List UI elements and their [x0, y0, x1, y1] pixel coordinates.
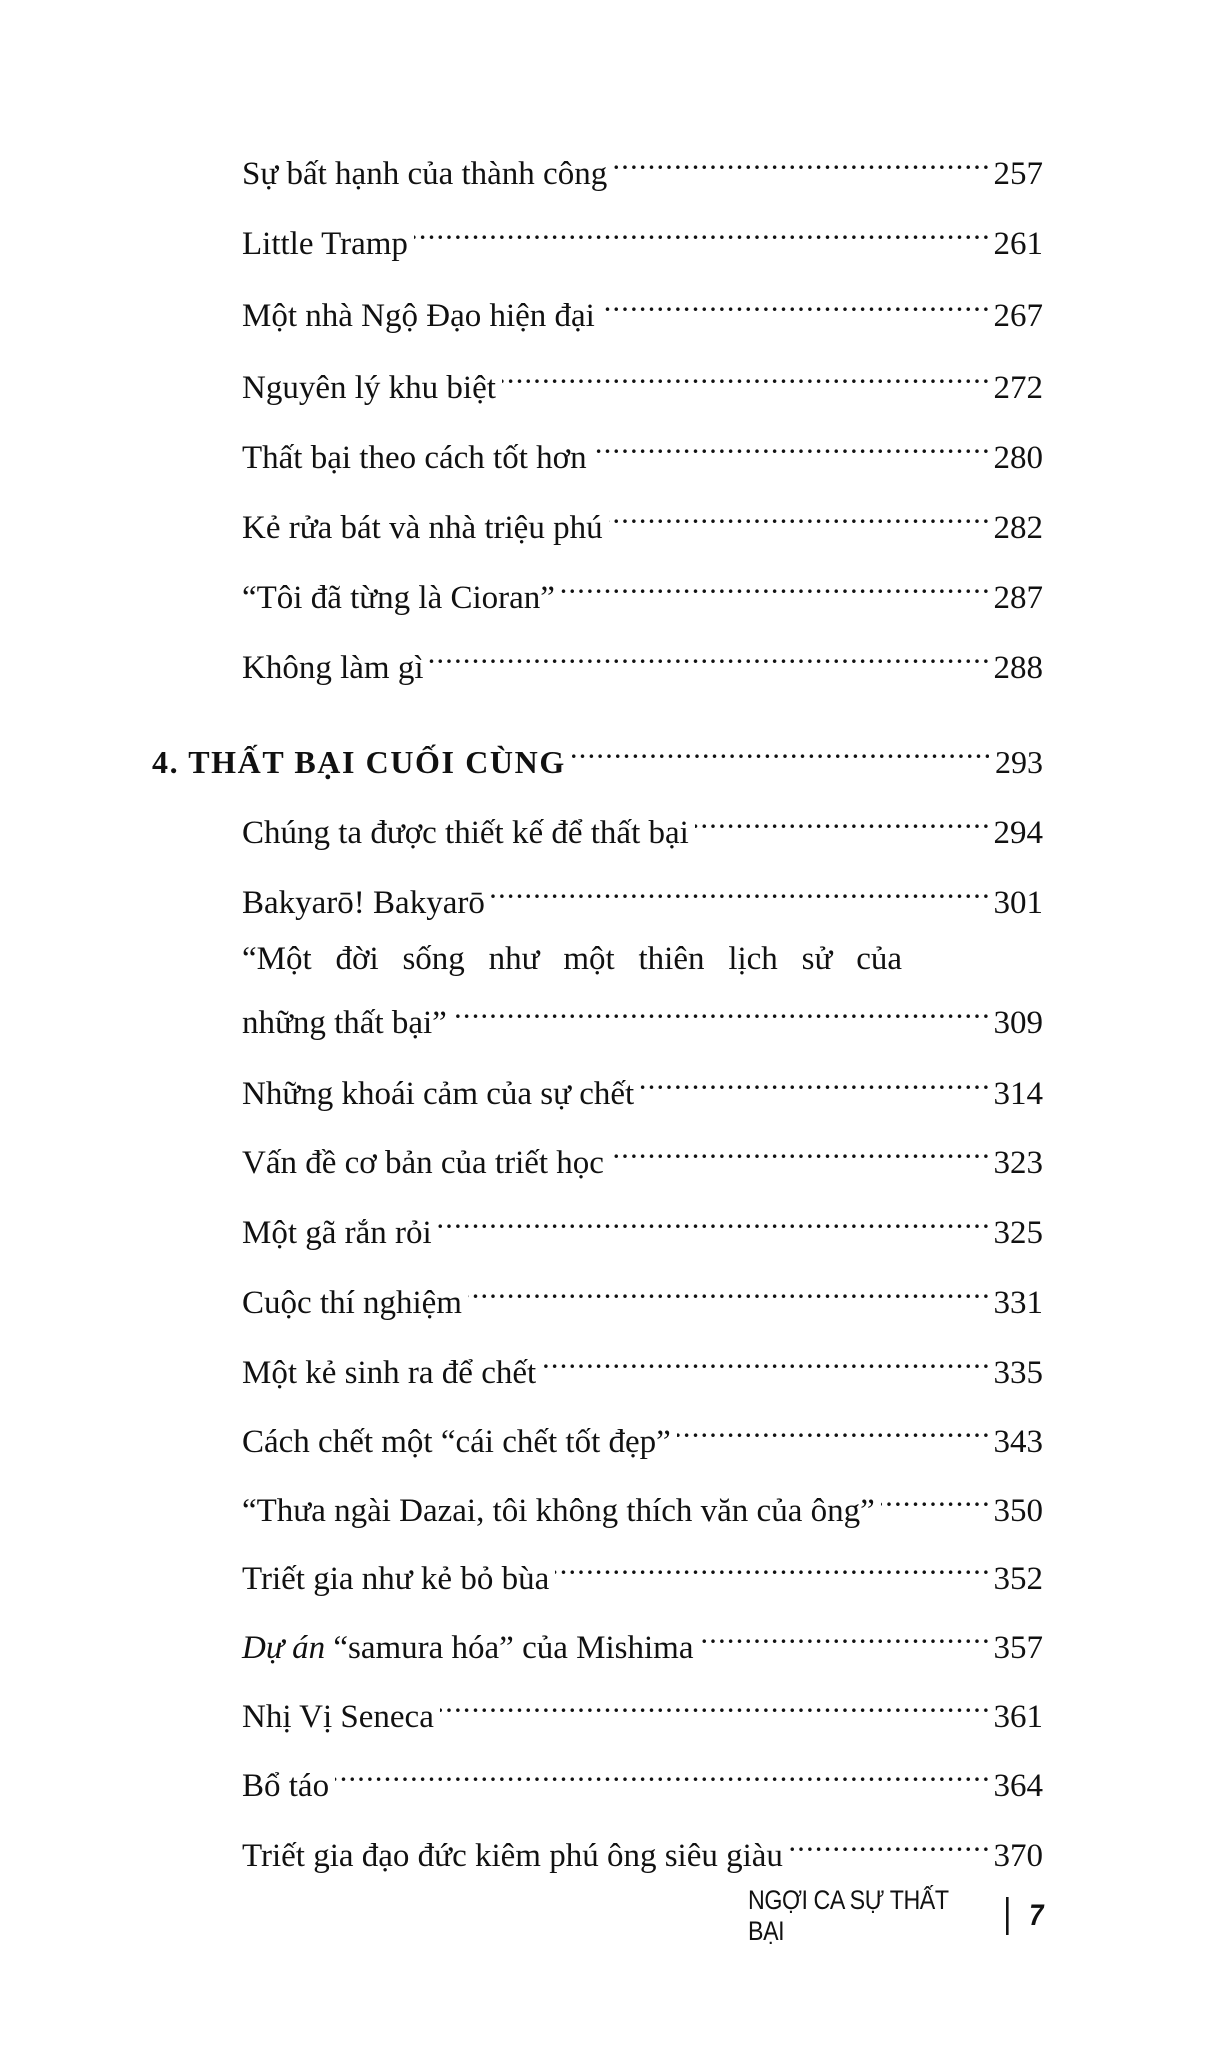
toc-entry-title: Một gã rắn rỏi: [242, 1215, 432, 1251]
toc-entry-title: Không làm gì: [242, 650, 424, 686]
dot-leader: [572, 729, 989, 773]
dot-leader: [881, 1477, 988, 1521]
toc-entry-title: Nguyên lý khu biệt: [242, 370, 496, 406]
toc-entry-title: Triết gia đạo đức kiêm phú ông siêu giàu: [242, 1838, 783, 1874]
toc-entry[interactable]: [242, 494, 1043, 546]
toc-page-number: 352: [993, 1561, 1043, 1597]
dot-leader: [593, 424, 988, 468]
toc-entry[interactable]: [242, 1129, 1043, 1181]
toc-entry-title: Triết gia như kẻ bỏ bùa: [242, 1561, 550, 1597]
toc-page-number: 309: [993, 1005, 1043, 1041]
dot-leader: [468, 1269, 988, 1313]
toc-page-number: 287: [993, 580, 1043, 616]
toc-entry[interactable]: [242, 424, 1043, 476]
toc-entry[interactable]: [242, 1199, 1043, 1251]
toc-entry-title: Sự bất hạnh của thành công: [242, 156, 608, 192]
toc-page-number: 323: [993, 1145, 1043, 1181]
dot-leader: [491, 869, 988, 913]
dot-leader: [601, 282, 988, 326]
toc-entry-title: những thất bại”: [242, 1005, 447, 1041]
toc-entry[interactable]: [242, 1683, 1043, 1735]
toc-page-number: 288: [993, 650, 1043, 686]
toc-entry[interactable]: [242, 1477, 1043, 1529]
toc-page-number: 370: [993, 1838, 1043, 1874]
toc-entry[interactable]: [242, 1339, 1043, 1391]
toc-entry[interactable]: [242, 1545, 1043, 1597]
toc-entry-title: “Tôi đã từng là Cioran”: [242, 580, 555, 616]
dot-leader: [440, 1683, 988, 1727]
toc-entry-title-italic: Dự án: [242, 1630, 326, 1666]
dot-leader: [609, 494, 988, 538]
toc-entry-title: Cách chết một “cái chết tốt đẹp”: [242, 1424, 671, 1460]
toc-entry-title: “Thưa ngài Dazai, tôi không thích văn của ông”: [242, 1493, 875, 1529]
toc-entry[interactable]: [242, 634, 1043, 686]
toc-page-number: 314: [993, 1076, 1043, 1112]
toc-entry-title: Vấn đề cơ bản của triết học: [242, 1145, 604, 1181]
toc-page-number: 267: [993, 298, 1043, 334]
toc-entry-title: Little Tramp: [242, 226, 408, 262]
toc-entry-title: Bakyarō! Bakyarō: [242, 885, 485, 921]
toc-page-number: 282: [993, 510, 1043, 546]
toc-chapter-heading[interactable]: [152, 729, 1043, 780]
toc-entry[interactable]: [242, 869, 1043, 921]
toc-entry-title: Nhị Vị Seneca: [242, 1699, 434, 1735]
toc-page-number: 335: [993, 1355, 1043, 1391]
dot-leader: [677, 1408, 988, 1452]
toc-entry-title: Những khoái cảm của sự chết: [242, 1076, 635, 1112]
dot-leader: [429, 634, 987, 678]
toc-entry-title: Chúng ta được thiết kế để thất bại: [242, 815, 689, 851]
toc-entry[interactable]: [242, 1614, 1043, 1666]
toc-page-number: 343: [993, 1424, 1043, 1460]
toc-entry[interactable]: [242, 799, 1043, 851]
toc-entry-title-rest: “samura hóa” của Mishima: [333, 1630, 694, 1666]
toc-page-number: 325: [993, 1215, 1043, 1251]
footer-book-title: NGỢI CA SỰ THẤT BẠI: [748, 1885, 949, 1946]
toc-entry[interactable]: [242, 1060, 1043, 1112]
toc-page-number: 364: [993, 1768, 1043, 1804]
toc-entry[interactable]: [242, 1752, 1043, 1804]
toc-entry[interactable]: [242, 282, 1043, 334]
dot-leader: [555, 1545, 987, 1589]
dot-leader: [561, 564, 988, 608]
toc-page-number: 350: [993, 1493, 1043, 1529]
toc-page-number: 331: [993, 1285, 1043, 1321]
footer-separator: [1006, 1897, 1009, 1935]
toc-entry-title: Một kẻ sinh ra để chết: [242, 1355, 537, 1391]
toc-entry[interactable]: [242, 210, 1043, 262]
toc-entry-title: Thất bại theo cách tốt hơn: [242, 440, 587, 476]
toc-page-number: 293: [995, 744, 1043, 780]
toc-entry[interactable]: [242, 1408, 1043, 1460]
dot-leader: [542, 1339, 987, 1383]
dot-leader: [335, 1752, 987, 1796]
toc-entry[interactable]: [242, 989, 1043, 1041]
toc-entry[interactable]: [242, 1269, 1043, 1321]
toc-page-number: 361: [993, 1699, 1043, 1735]
toc-page-number: 301: [993, 885, 1043, 921]
toc-page-number: 357: [993, 1630, 1043, 1666]
toc-entry-line1: “Một đời sống như một thiên lịch sử của: [242, 941, 902, 977]
toc-page-number: 272: [993, 370, 1043, 406]
dot-leader: [695, 799, 988, 843]
toc-entry[interactable]: [242, 354, 1043, 406]
toc-entry-title: Cuộc thí nghiệm: [242, 1285, 462, 1321]
toc-entry-title: Một nhà Ngộ Đạo hiện đại: [242, 298, 595, 334]
toc-page-number: 294: [993, 815, 1043, 851]
dot-leader: [502, 354, 988, 398]
toc-page-number: 280: [993, 440, 1043, 476]
toc-entry[interactable]: [242, 1822, 1043, 1874]
dot-leader: [699, 1614, 987, 1658]
toc-entry[interactable]: [242, 564, 1043, 616]
toc-page-number: 261: [993, 226, 1043, 262]
toc-entry-title: [242, 1626, 693, 1670]
dot-leader: [438, 1199, 988, 1243]
toc-entry-title: Kẻ rửa bát và nhà triệu phú: [242, 510, 603, 546]
dot-leader: [789, 1822, 988, 1866]
dot-leader: [414, 210, 988, 254]
dot-leader: [453, 989, 988, 1033]
toc-entry-title: 4. THẤT BẠI CUỐI CÙNG: [152, 744, 566, 780]
toc-entry[interactable]: [242, 140, 1043, 192]
dot-leader: [613, 140, 987, 184]
toc-entry-title: Bổ táo: [242, 1768, 330, 1804]
dot-leader: [610, 1129, 988, 1173]
dot-leader: [640, 1060, 987, 1104]
footer-page-number: 7: [1029, 1899, 1043, 1932]
running-footer: [748, 1885, 1043, 1946]
toc-page-number: 257: [993, 156, 1043, 192]
